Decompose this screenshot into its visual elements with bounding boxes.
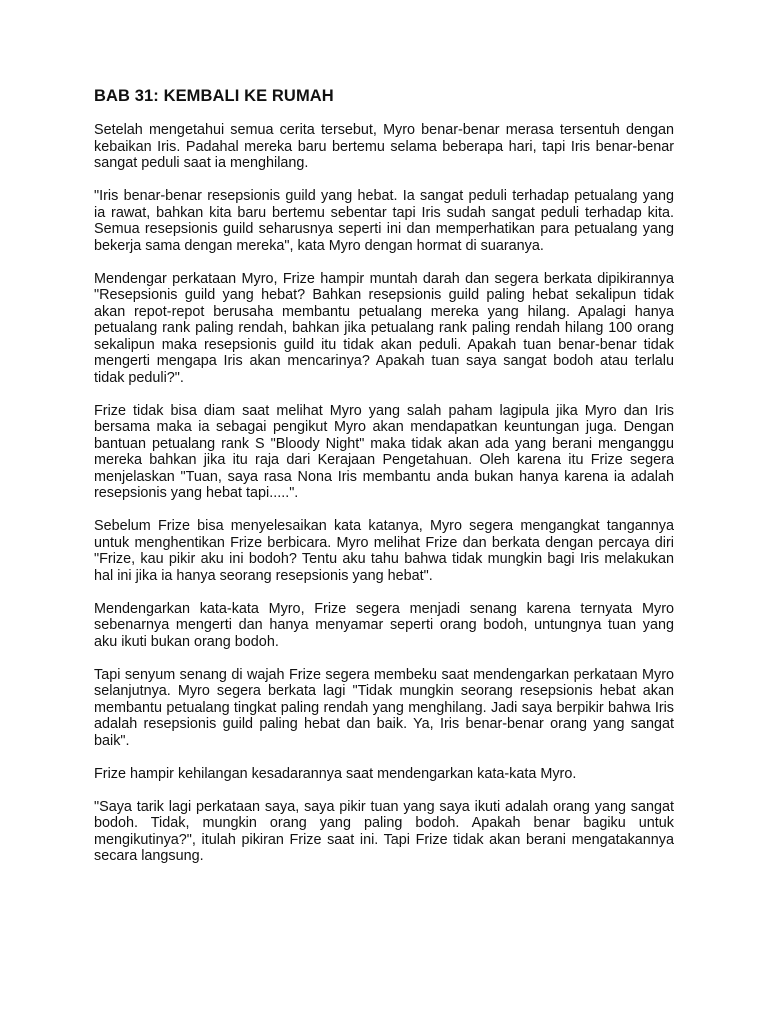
paragraph: Sebelum Frize bisa menyelesaikan kata katanya, Myro segera mengangkat tangannya untuk menghentikan Frize berbicara. Myro melihat Frize dan berkata dengan percaya diri "Frize, kau pikir aku ini bodoh? Tentu aku tahu bahwa tidak mungkin bagi Iris melakukan hal ini jika ia hanya seorang resepsionis yang hebat". bbox=[94, 518, 674, 584]
paragraph: "Saya tarik lagi perkataan saya, saya pikir tuan yang saya ikuti adalah orang yang sangat bodoh. Tidak, mungkin orang yang paling bodoh. Apakah benar bagiku untuk mengikutinya?", itulah pikiran Frize saat ini. Tapi Frize tidak akan berani mengatakannya secara langsung. bbox=[94, 798, 674, 864]
body-text bbox=[94, 122, 674, 865]
paragraph: Frize hampir kehilangan kesadarannya saat mendengarkan kata-kata Myro. bbox=[94, 765, 577, 782]
paragraph: Frize tidak bisa diam saat melihat Myro yang salah paham lagipula jika Myro dan Iris bersama maka ia sebagai pengikut Myro akan mendapatkan keuntungan juga. Dengan bantuan petualang rank S "Bloody Night" maka tidak akan ada yang berani menganggu mereka bahkan jika itu raja dari Kerajaan Pengetahuan. Oleh karena itu Frize segera menjelaskan "Tuan, saya rasa Nona Iris membantu anda bukan hanya karena ia adalah resepsionis yang hebat tapi.....". bbox=[94, 402, 674, 501]
paragraph: Mendengar perkataan Myro, Frize hampir muntah darah dan segera berkata dipikirannya "Resepsionis guild yang hebat? Bahkan resepsionis guild paling hebat sekalipun tidak akan repot-repot berusaha membantu petualang mereka yang hilang. Apalagi hanya petualang rank paling rendah, bahkan jika petualang rank paling rendah hilang 100 orang sekalipun maka resepsionis guild itu tidak akan peduli. Apakah tuan benar-benar tidak mengerti mengapa Iris akan mencarinya? Apakah tuan saya sangat bodoh atau terlalu tidak peduli?". bbox=[94, 270, 674, 386]
paragraph: Tapi senyum senang di wajah Frize segera membeku saat mendengarkan perkataan Myro selanjutnya. Myro segera berkata lagi "Tidak mungkin seorang resepsionis hebat akan membantu petualang tingkat paling rendah yang menghilang. Jadi saya berpikir bahwa Iris adalah resepsionis guild paling hebat dan baik. Ya, Iris benar-benar orang yang sangat baik". bbox=[94, 666, 674, 749]
paragraph: Setelah mengetahui semua cerita tersebut, Myro benar-benar merasa tersentuh dengan kebaikan Iris. Padahal mereka baru bertemu selama beberapa hari, tapi Iris benar-benar sangat peduli saat ia menghilang. bbox=[94, 122, 674, 171]
paragraph: Mendengarkan kata-kata Myro, Frize segera menjadi senang karena ternyata Myro sebenarnya mengerti dan hanya menyamar seperti orang bodoh, untungnya tuan yang aku ikuti bukan orang bodoh. bbox=[94, 600, 674, 650]
paragraph: "Iris benar-benar resepsionis guild yang hebat. Ia sangat peduli terhadap petualang yang ia rawat, bahkan kita baru bertemu sebentar tapi Iris sudah sangat peduli terhadap kita. Semua resepsionis guild seharusnya seperti ini dan memperhatikan para petualang yang bekerja sama dengan mereka", kata Myro dengan hormat di suaranya. bbox=[94, 188, 674, 254]
chapter-title: BAB 31: KEMBALI KE RUMAH bbox=[94, 87, 334, 105]
